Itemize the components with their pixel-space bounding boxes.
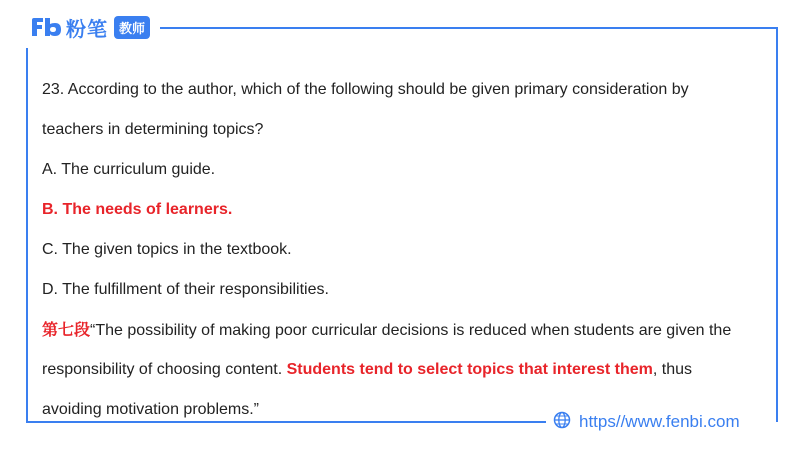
fb-mark-icon (30, 16, 62, 38)
frame-right-line (776, 27, 778, 422)
fenbi-logo (30, 12, 150, 42)
explanation-line-2 (42, 350, 772, 390)
option-b-correct: B. The needs of learners. (42, 201, 233, 218)
option-d: D. The fulfillment of their responsibilities. (42, 281, 329, 298)
question-stem-line-2: teachers in determining topics? (42, 121, 264, 138)
explanation-line-1 (42, 310, 772, 350)
logo-chinese-text: 粉笔 (66, 16, 108, 41)
question-content (42, 70, 772, 430)
option-c: C. The given topics in the textbook. (42, 241, 292, 258)
frame-top-line (160, 27, 778, 29)
explanation-text-2-prefix: responsibility of choosing content. (42, 361, 287, 378)
explanation-text-2-suffix: , thus (652, 361, 693, 378)
logo-badge: 教师 (114, 16, 150, 39)
frame-left-line (26, 48, 28, 422)
footer-url-text[interactable]: https//www.fenbi.com (579, 412, 740, 431)
paragraph-tag: 第七段 (42, 320, 91, 339)
explanation-line-3: avoiding motivation problems.” (42, 401, 259, 418)
globe-icon (553, 411, 571, 434)
option-a: A. The curriculum guide. (42, 161, 216, 178)
explanation-highlight: Students tend to select topics that interest them (286, 361, 653, 378)
footer-website[interactable] (553, 410, 740, 434)
explanation-text-1: “The possibility of making poor curricular decisions is reduced when students are given the (90, 322, 732, 339)
question-stem-line-1: 23. According to the author, which of the following should be given primary consideration by (42, 81, 689, 98)
fenbi-logo-icon (30, 16, 62, 38)
